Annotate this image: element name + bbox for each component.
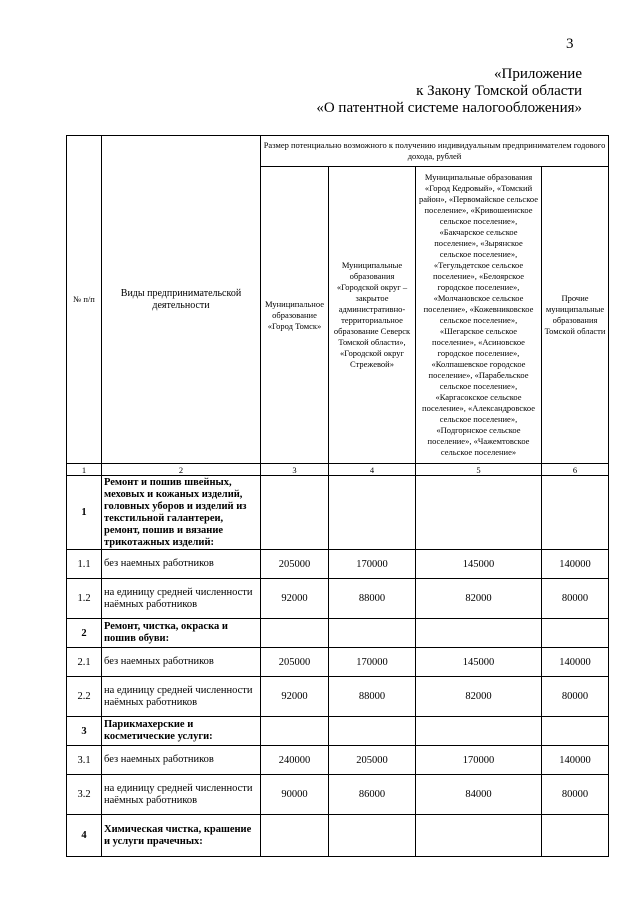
table-row (67, 579, 609, 619)
col-header-activity: Виды предпринимательской деятельности (102, 136, 261, 464)
index-cell: 5 (416, 464, 542, 476)
value-seversk: 88000 (329, 677, 416, 717)
value-seversk (329, 717, 416, 746)
index-row (67, 464, 609, 476)
activity-cell: на единицу средней численности наёмных работников (102, 775, 261, 815)
index-cell: 4 (329, 464, 416, 476)
value-other (542, 476, 609, 550)
page-number: 3 (566, 36, 574, 52)
value-settlements: 82000 (416, 579, 542, 619)
value-tomsk: 240000 (261, 746, 329, 775)
table-row (67, 677, 609, 717)
table-row (67, 746, 609, 775)
row-number: 2.2 (67, 677, 102, 717)
appendix-header (316, 66, 582, 117)
index-cell: 6 (542, 464, 609, 476)
value-tomsk (261, 619, 329, 648)
col-header-income: Размер потенциально возможного к получению индивидуальным предпринимателем годового дохода, рублей (261, 136, 609, 167)
row-number: 2.1 (67, 648, 102, 677)
row-number: 3 (67, 717, 102, 746)
value-seversk: 205000 (329, 746, 416, 775)
activity-cell: без наемных работников (102, 746, 261, 775)
value-other: 140000 (542, 746, 609, 775)
table-row (67, 717, 609, 746)
col-header-other: Прочие муниципальные образования Томской области (542, 167, 609, 464)
table-row (67, 619, 609, 648)
value-tomsk (261, 476, 329, 550)
row-number: 1.1 (67, 550, 102, 579)
activity-cell: на единицу средней численности наёмных работников (102, 677, 261, 717)
value-tomsk: 92000 (261, 677, 329, 717)
value-seversk: 86000 (329, 775, 416, 815)
table-row (67, 815, 609, 857)
index-cell: 2 (102, 464, 261, 476)
value-other (542, 619, 609, 648)
value-other: 140000 (542, 648, 609, 677)
header-line-2: к Закону Томской области (416, 83, 582, 99)
value-settlements (416, 619, 542, 648)
value-other: 80000 (542, 579, 609, 619)
value-seversk: 170000 (329, 648, 416, 677)
table-row (67, 476, 609, 550)
col-header-tomsk: Муниципальное образование «Город Томск» (261, 167, 329, 464)
row-number: 1.2 (67, 579, 102, 619)
activity-cell: без наемных работников (102, 550, 261, 579)
value-tomsk (261, 815, 329, 857)
patent-income-table (66, 135, 609, 857)
activity-cell: Ремонт, чистка, окраска и пошив обуви: (102, 619, 261, 648)
activity-cell: Парикмахерские и косметические услуги: (102, 717, 261, 746)
col-header-rural-settlements: Муниципальные образования «Город Кедровый», «Томский район», «Первомайское сельское поселение», «Кривошеинское сельское поселение», «Бакчарское сельское поселение», «Зырянское сельское поселение», «Тегульдетское сельское поселение», «Белоярское городское поселение», «Молчановское сельское поселение», «Кожевниковское сельское поселение», «Шегарское сельское поселение», «Асиновское городское поселение», «Колпашевское городское поселение», «Парабельское сельское поселение», «Каргасокское сельское поселение», «Александровское сельское поселение», «Подгорнское сельское поселение», «Чажемтовское сельское поселение» (416, 167, 542, 464)
row-number: 2 (67, 619, 102, 648)
table-row (67, 648, 609, 677)
value-seversk: 170000 (329, 550, 416, 579)
value-settlements: 145000 (416, 550, 542, 579)
value-settlements: 170000 (416, 746, 542, 775)
activity-cell: на единицу средней численности наёмных работников (102, 579, 261, 619)
index-cell: 1 (67, 464, 102, 476)
value-tomsk: 90000 (261, 775, 329, 815)
table-row (67, 550, 609, 579)
activity-cell: Химическая чистка, крашение и услуги прачечных: (102, 815, 261, 857)
value-other (542, 717, 609, 746)
value-seversk (329, 619, 416, 648)
value-settlements: 82000 (416, 677, 542, 717)
value-other: 80000 (542, 677, 609, 717)
activity-cell: Ремонт и пошив швейных, меховых и кожаных изделий, головных уборов и изделий из текстильной галантереи, ремонт, пошив и вязание трикотажных изделий: (102, 476, 261, 550)
value-other: 140000 (542, 550, 609, 579)
activity-cell: без наемных работников (102, 648, 261, 677)
header-line-1: «Приложение (493, 66, 582, 82)
row-number: 3.2 (67, 775, 102, 815)
row-number: 4 (67, 815, 102, 857)
index-cell: 3 (261, 464, 329, 476)
row-number: 3.1 (67, 746, 102, 775)
header-line-3: «О патентной системе налогообложения» (316, 100, 582, 116)
value-tomsk (261, 717, 329, 746)
value-seversk (329, 815, 416, 857)
value-settlements (416, 815, 542, 857)
col-header-seversk-strezhevoy: Муниципальные образования «Городской округ – закрытое административно-территориальное образование Северск Томской области», «Городской округ Стрежевой» (329, 167, 416, 464)
value-settlements (416, 476, 542, 550)
value-tomsk: 205000 (261, 648, 329, 677)
table-row (67, 775, 609, 815)
value-seversk (329, 476, 416, 550)
value-other (542, 815, 609, 857)
value-settlements: 145000 (416, 648, 542, 677)
value-settlements: 84000 (416, 775, 542, 815)
value-settlements (416, 717, 542, 746)
row-number: 1 (67, 476, 102, 550)
value-seversk: 88000 (329, 579, 416, 619)
value-tomsk: 92000 (261, 579, 329, 619)
value-other: 80000 (542, 775, 609, 815)
value-tomsk: 205000 (261, 550, 329, 579)
col-header-no: № п/п (67, 136, 102, 464)
